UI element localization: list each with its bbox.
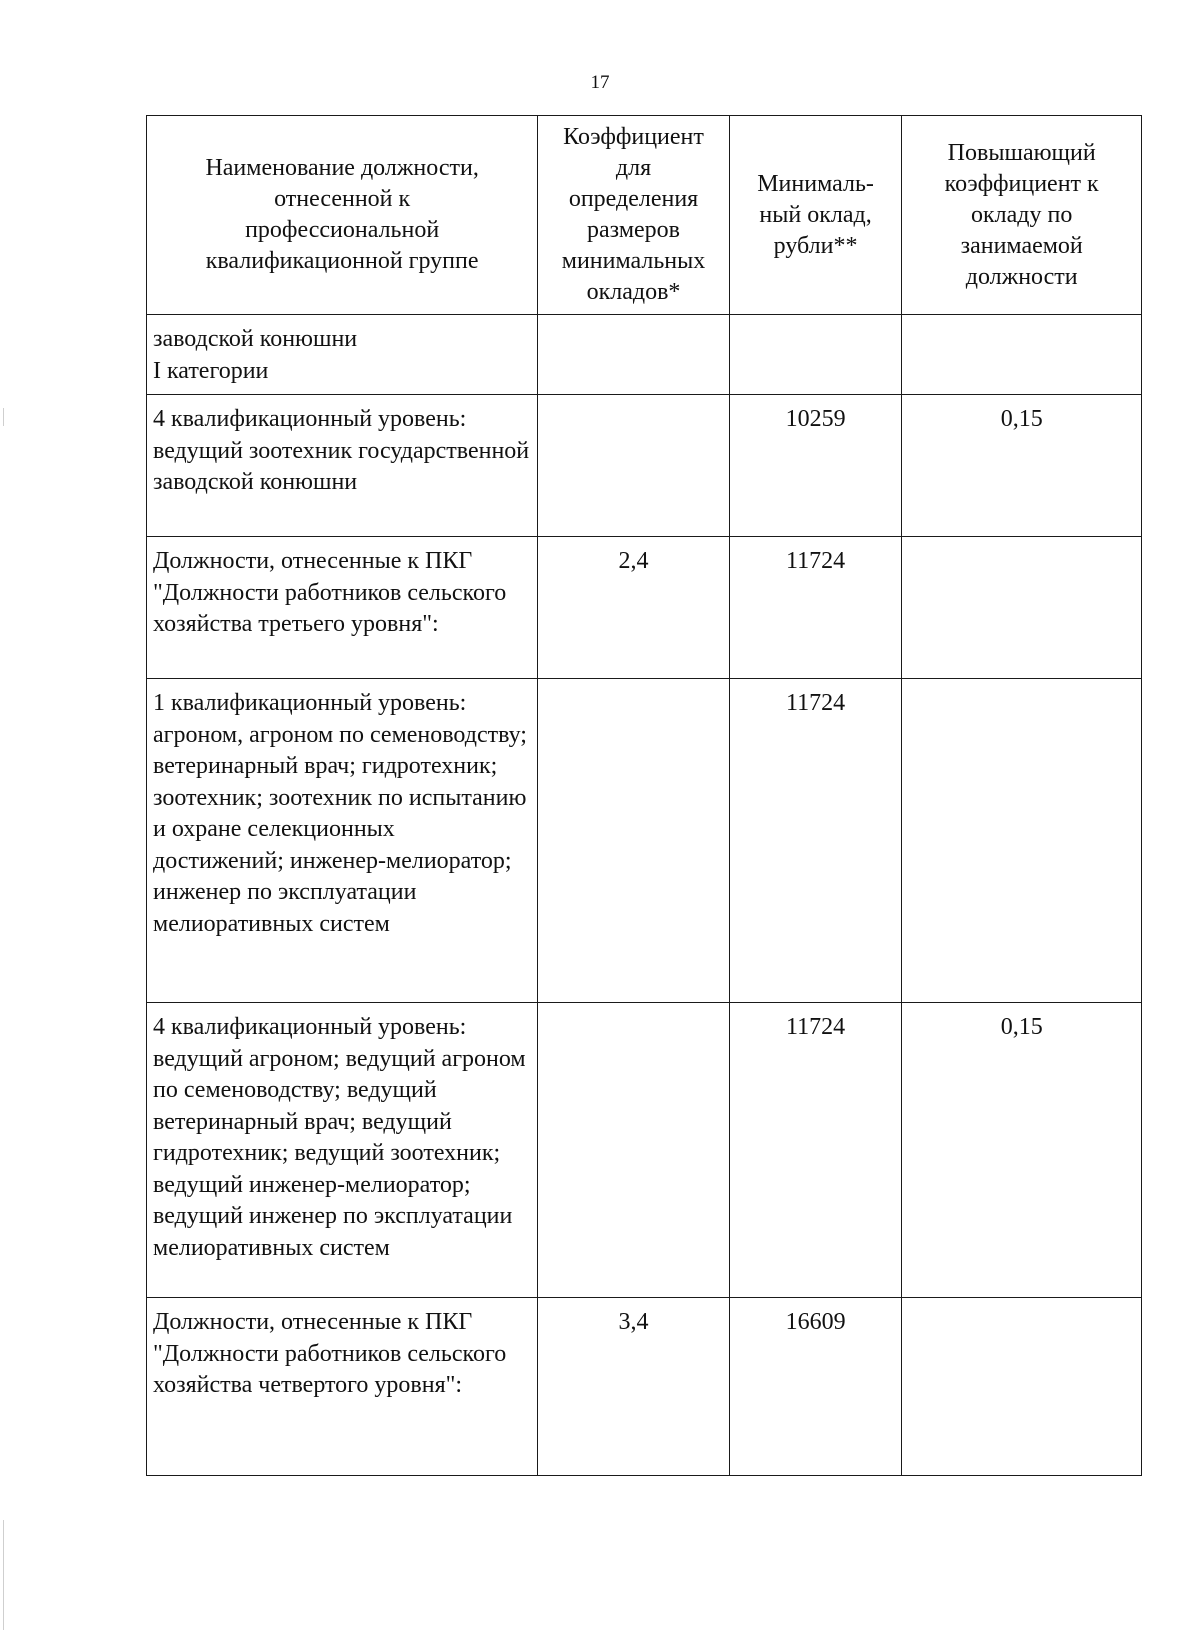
cell-increase-coefficient [902,315,1142,395]
header-coefficient-text: Коэффициент для определения размеров минимальных окладов* [561,124,706,305]
scan-edge-mark [3,1520,4,1630]
cell-increase-coefficient: 0,15 [902,1003,1142,1298]
header-min-salary-text: Минималь-ный оклад, рубли** [757,170,874,259]
cell-coefficient [538,1003,729,1298]
table-row [147,1298,1142,1476]
cell-position-name: 4 квалификационный уровень: ведущий зоотехник государственной заводской конюшни [147,395,538,537]
header-position-name-text: Наименование должности, отнесенной к профессиональной квалификационной группе [205,155,479,274]
table-row [147,1003,1142,1298]
cell-increase-coefficient [902,537,1142,679]
cell-min-salary: 16609 [729,1298,902,1476]
cell-min-salary: 11724 [729,679,902,1003]
header-position-name [147,116,538,315]
cell-coefficient: 2,4 [538,537,729,679]
scan-edge-mark [3,408,4,426]
cell-position-name: Должности, отнесенные к ПКГ "Должности работников сельского хозяйства четвертого уровня": [147,1298,538,1476]
cell-position-name: Должности, отнесенные к ПКГ "Должности работников сельского хозяйства третьего уровня": [147,537,538,679]
header-increase-coefficient-text: Повышающий коэффициент к окладу по занимаемой должности [944,139,1099,290]
cell-min-salary: 10259 [729,395,902,537]
cell-position-name: 4 квалификационный уровень: ведущий агроном; ведущий агроном по семеноводству; ведущий ветеринарный врач; ведущий гидротехник; ведущий зоотехник; ведущий инженер-мелиоратор; ведущий инженер по эксплуатации мелиоративных систем [147,1003,538,1298]
cell-coefficient: 3,4 [538,1298,729,1476]
cell-increase-coefficient [902,1298,1142,1476]
header-coefficient [538,116,729,315]
cell-min-salary: 11724 [729,1003,902,1298]
cell-position-name-text: заводской конюшни I категории [153,326,358,384]
cell-coefficient [538,679,729,1003]
table-row [147,537,1142,679]
table-header-row [147,116,1142,315]
cell-increase-coefficient: 0,15 [902,395,1142,537]
cell-position-name [147,315,538,395]
cell-min-salary: 11724 [729,537,902,679]
cell-coefficient [538,315,729,395]
header-increase-coefficient [902,116,1142,315]
salary-table [146,115,1142,1476]
cell-coefficient [538,395,729,537]
header-min-salary [729,116,902,315]
page-number: 17 [590,72,610,93]
table-row [147,315,1142,395]
cell-min-salary [729,315,902,395]
table-row [147,395,1142,537]
cell-position-name: 1 квалификационный уровень: агроном, агроном по семеноводству; ветеринарный врач; гидротехник; зоотехник; зоотехник по испытанию и охране селекционных достижений; инженер-мелиоратор; инженер по эксплуатации мелиоративных систем [147,679,538,1003]
cell-increase-coefficient [902,679,1142,1003]
table-row [147,679,1142,1003]
